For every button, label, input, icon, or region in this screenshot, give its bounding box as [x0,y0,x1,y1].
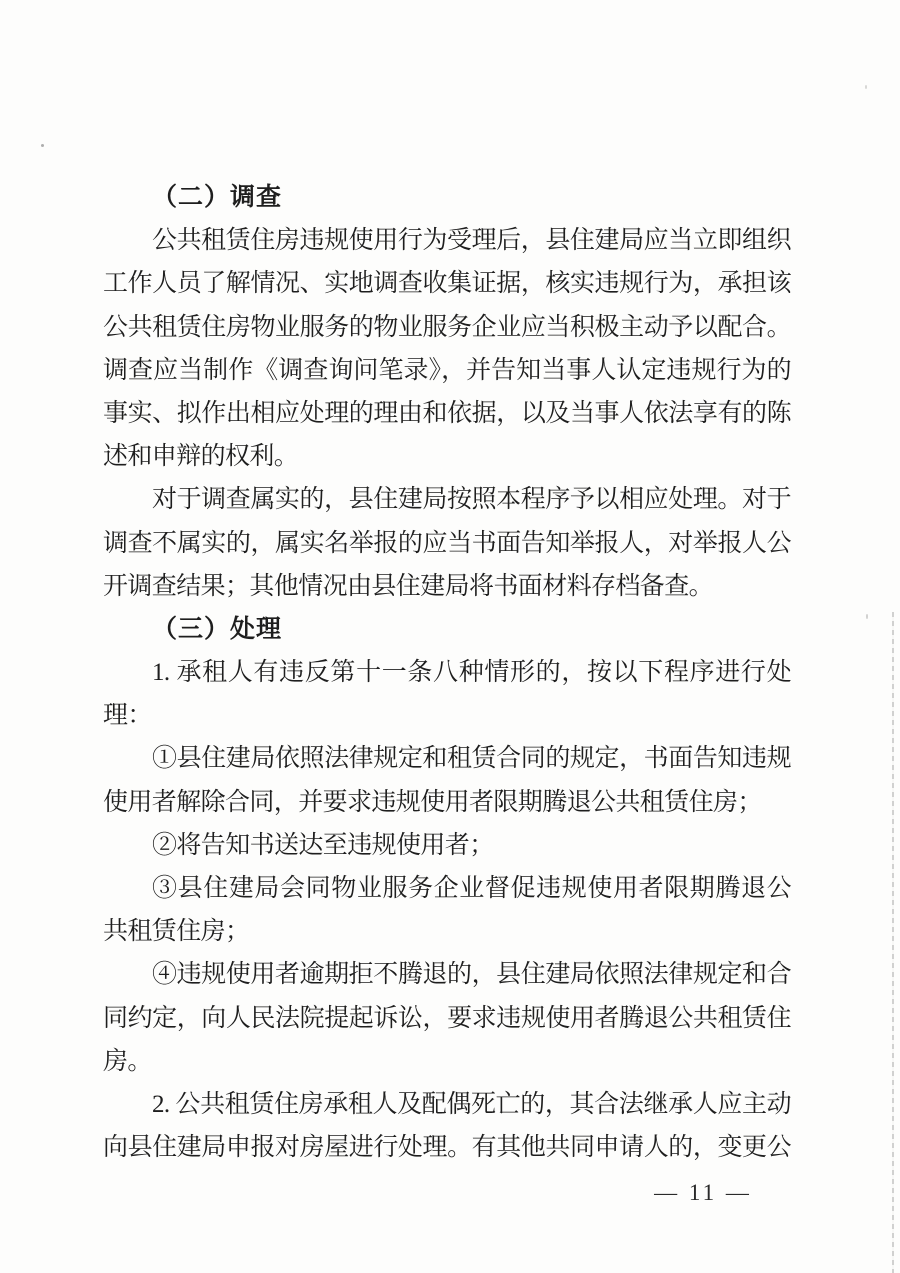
section-heading: （三）处理 [152,615,283,643]
text-line: 理： [103,702,152,730]
scan-speck [865,85,867,89]
page-number [648,1180,758,1206]
text-line: 房。 [103,1047,152,1075]
document-body [103,176,791,1169]
text-line: ②将告知书送达至违规使用者； [152,831,494,859]
text-line: ④违规使用者逾期拒不腾退的，县住建局依照法律规定和合 [152,961,791,989]
text-line: 对于调查属实的，县住建局按照本程序予以相应处理。对于 [152,486,791,514]
text-line: 使用者解除合同，并要求违规使用者限期腾退公共租赁住房； [103,788,762,816]
text-line: 调查应当制作《调查询问笔录》，并告知当事人认定违规行为的 [103,356,791,384]
text-line: 共租赁住房； [103,918,250,946]
text-line: ①县住建局依照法律规定和租赁合同的规定，书面告知违规 [152,745,791,773]
page-number-text: — 11 — [654,1180,752,1205]
scan-speck [41,144,44,147]
scan-artifact-line [892,612,894,1273]
scan-speck [866,614,868,619]
text-line: 公共租赁住房违规使用行为受理后，县住建局应当立即组织 [152,227,791,255]
section-heading: （二）调查 [152,184,283,211]
text-line: 述和申辩的权利。 [103,443,299,471]
text-line: 事实、拟作出相应处理的理由和依据，以及当事人依法享有的陈 [103,399,791,427]
text-line: 调查不属实的，属实名举报的应当书面告知举报人，对举报人公 [103,529,791,557]
text-line: 1. 承租人有违反第十一条八种情形的，按以下程序进行处 [152,659,791,687]
text-line: 公共租赁住房物业服务的物业服务企业应当积极主动予以配合。 [103,313,791,341]
text-line: 同约定，向人民法院提起诉讼，要求违规使用者腾退公共租赁住 [103,1004,791,1032]
text-line: 开调查结果；其他情况由县住建局将书面材料存档备查。 [103,572,714,600]
text-line: 向县住建局申报对房屋进行处理。有其他共同申请人的，变更公 [103,1134,791,1162]
text-line: ③县住建局会同物业服务企业督促违规使用者限期腾退公 [152,875,791,902]
text-line: 工作人员了解情况、实地调查收集证据，核实违规行为，承担该 [103,270,791,298]
text-line: 2. 公共租赁住房承租人及配偶死亡的，其合法继承人应主动 [152,1090,791,1118]
